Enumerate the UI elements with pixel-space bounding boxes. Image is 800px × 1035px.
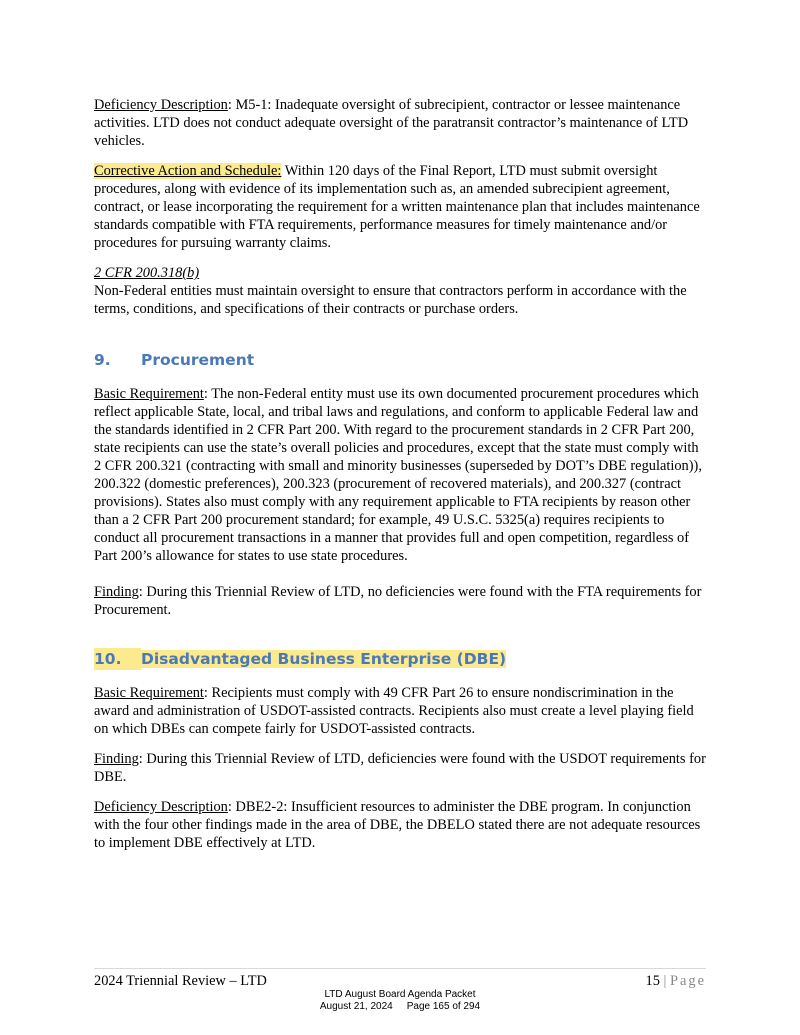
- basic-requirement-label: Basic Requirement: [94, 685, 204, 701]
- finding-label: Finding: [94, 751, 139, 767]
- packet-page-info: Page 165 of 294: [406, 1001, 481, 1012]
- deficiency-text: : DBE2-2: Insufficient resources to administer the DBE program. In conjunction with the four other findings made in the area of DBE, the DBELO stated there are not adequate resources to implement DBE effectively at LTD.: [94, 799, 701, 851]
- finding-label: Finding: [94, 584, 139, 600]
- section-10-finding: [94, 750, 706, 786]
- corrective-action-label: Corrective Action and Schedule:: [94, 163, 282, 179]
- document-body: [94, 96, 706, 852]
- corrective-action-text: Within 120 days of the Final Report, LTD must submit oversight procedures, along with evidence of its implementation such as, an amended subrecipient agreement, contract, or lease incorporating the requirement for a written maintenance plan that includes maintenance standards compatible with FTA requirements, performance measures for timely maintenance and/or procedures for pursuing warranty claims.: [94, 163, 700, 251]
- page-word: Page: [670, 973, 706, 989]
- finding-text: : During this Triennial Review of LTD, no deficiencies were found with the FTA requirements for Procurement.: [94, 584, 702, 618]
- section-9-basic-requirement: [94, 385, 706, 565]
- packet-title: LTD August Board Agenda Packet: [324, 989, 476, 1000]
- deficiency-text: : M5-1: Inadequate oversight of subrecipient, contractor or lessee maintenance activities. LTD does not conduct adequate oversight of the paratransit contractor’s maintenance of LTD vehicles.: [94, 97, 689, 149]
- basic-requirement-text: : The non-Federal entity must use its own documented procurement procedures which reflect applicable State, local, and tribal laws and regulations, and conform to applicable Federal law and the standards identified in 2 CFR Part 200. With regard to the procurement standards in 2 CFR Part 200, state recipients can use the state’s overall policies and procedures, except that the state must comply with 2 CFR 200.321 (contracting with small and minority businesses (superseded by DOT’s DBE regulation)), 200.322 (domestic preferences), 200.323 (procurement of recovered materials), and 200.327 (contract provisions). States also must comply with any requirement applicable to FTA recipients by reason other than a 2 CFR Part 200 procurement standard; for example, 49 U.S.C. 5325(a) requires recipients to conduct all procurement transactions in a manner that provides full and open competition, regardless of Part 200’s allowance for states to use state procedures.: [94, 386, 702, 564]
- deficiency-label: Deficiency Description: [94, 97, 228, 113]
- basic-requirement-text: : Recipients must comply with 49 CFR Part 26 to ensure nondiscrimination in the award and administration of USDOT-assisted contracts. Recipients also must create a level playing field on which DBEs can compete fairly for USDOT-assisted contracts.: [94, 685, 694, 737]
- page-number-block: [646, 972, 706, 990]
- page-number: 15: [645, 973, 660, 989]
- section-10-basic-requirement: [94, 684, 706, 738]
- packet-date-line: [0, 1001, 800, 1013]
- basic-requirement-label: Basic Requirement: [94, 386, 204, 402]
- section-10-title: Disadvantaged Business Enterprise (DBE): [141, 650, 507, 668]
- section-10-number: 10.: [94, 648, 141, 670]
- corrective-action-paragraph: [94, 162, 706, 252]
- section-9-number: 9.: [94, 351, 111, 369]
- page-footer: [94, 968, 706, 990]
- section-10-deficiency: [94, 798, 706, 852]
- deficiency-label: Deficiency Description: [94, 799, 228, 815]
- section-9-finding: [94, 583, 706, 619]
- section-9-title: Procurement: [141, 351, 255, 369]
- section-9-heading: [94, 349, 706, 371]
- packet-stamp: [0, 989, 800, 1013]
- deficiency-m5-paragraph: [94, 96, 706, 150]
- cfr-reference-title: 2 CFR 200.318(b): [94, 265, 200, 281]
- section-10-heading: [94, 648, 706, 670]
- packet-date: August 21, 2024: [319, 1001, 393, 1012]
- footer-title: 2024 Triennial Review – LTD: [94, 973, 267, 989]
- cfr-reference-text: Non-Federal entities must maintain oversight to ensure that contractors perform in accordance with the terms, conditions, and specifications of their contracts or purchase orders.: [94, 283, 687, 317]
- page-separator: |: [659, 973, 671, 989]
- finding-text: : During this Triennial Review of LTD, deficiencies were found with the USDOT requirements for DBE.: [94, 751, 706, 785]
